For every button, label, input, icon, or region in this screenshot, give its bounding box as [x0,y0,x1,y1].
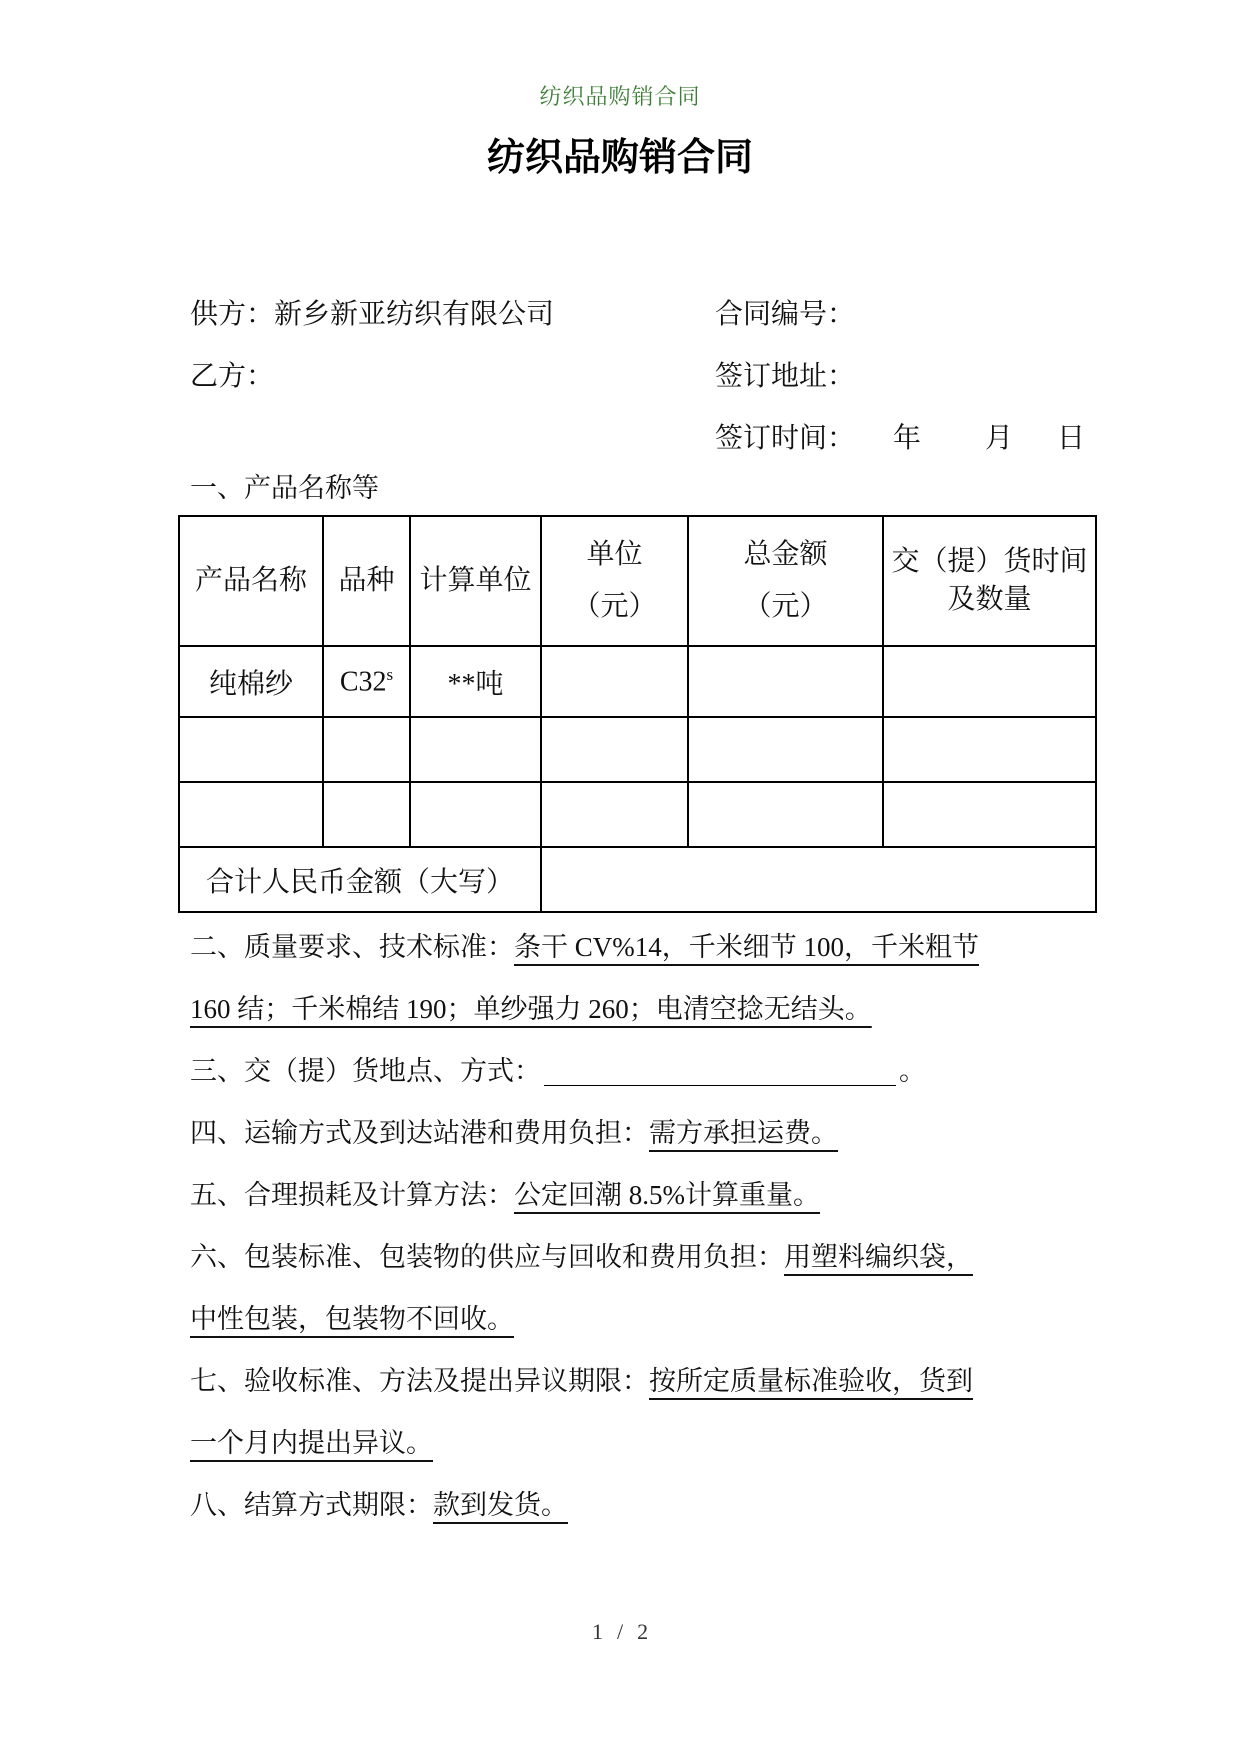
cell-calc-unit [410,782,541,847]
cell-delivery [883,646,1096,717]
page-number-footer [0,1612,1240,1652]
col-header-unit-price: 单位 （元） [541,516,688,646]
cell-calc-unit [410,717,541,782]
clause-8-label: 八、结算方式期限： [190,1490,433,1520]
party-b-label: 乙方： [190,361,275,392]
sign-address-label: 签订地址： [715,361,856,392]
col-header-calc-unit: 计算单位 [410,516,541,646]
table-header-row [179,516,1096,646]
clause-6-value-cont: 中性包装，包装物不回收。 [190,1304,514,1334]
day-label: 日 [1057,423,1086,454]
cell-unit-price [541,782,688,847]
clause-4-value: 需方承担运费。 [649,1118,838,1148]
cell-product-name [179,782,323,847]
cell-variety [323,717,410,782]
clause-5-value: 公定回潮 8.5%计算重量。 [514,1180,820,1210]
col-header-variety: 品种 [323,516,410,646]
table-row-empty-1 [179,717,1096,782]
clause-2-value-cont: 160 结；千米棉结 190；单纱强力 260；电清空捻无结头。 [190,994,872,1024]
cell-calc-unit: **吨 [410,646,541,717]
cell-delivery [883,782,1096,847]
contract-clauses [190,916,1200,1536]
page-separator: / [616,1619,624,1644]
clause-4-line [190,1102,1200,1164]
cell-delivery [883,717,1096,782]
clause-4-label: 四、运输方式及到达站港和费用负担： [190,1118,649,1148]
clause-7-value-cont: 一个月内提出异议。 [190,1428,433,1458]
clause-2-line-1 [190,916,1200,978]
clause-3-period: 。 [899,1056,926,1086]
clause-2-line-2 [190,978,1200,1040]
sum-label: 合计人民币金额（大写） [179,847,541,912]
cell-unit-price [541,717,688,782]
clause-3-line [190,1040,1200,1102]
fill-in-blank [544,1081,896,1086]
cell-total-amount [688,646,883,717]
clause-7-line-1 [190,1350,1200,1412]
variety-superscript: s [386,664,394,684]
page-current: 1 [591,1619,603,1644]
clause-2-label: 二、质量要求、技术标准： [190,932,514,962]
supplier-label: 供方： [190,299,275,330]
contract-no-label: 合同编号： [715,299,856,330]
clause-6-line-1 [190,1226,1200,1288]
cell-total-amount [688,782,883,847]
party-info-block [190,284,1140,470]
table-row-sum [179,847,1096,912]
cell-variety: C32$^s$ [323,646,410,717]
clause-6-label: 六、包装标准、包装物的供应与回收和费用负担： [190,1242,784,1272]
clause-2-value: 条干 CV%14，千米细节 100，千米粗节 [514,932,979,962]
cell-product-name [179,717,323,782]
clause-8-value: 款到发货。 [433,1490,568,1520]
col-header-delivery: 交（提）货时间 及数量 [883,516,1096,646]
clause-7-line-2 [190,1412,1200,1474]
year-label: 年 [893,423,922,454]
clause-7-value: 按所定质量标准验收，货到 [649,1366,973,1396]
clause-8-line [190,1474,1200,1536]
cell-product-name: 纯棉纱 [179,646,323,717]
sign-time-label: 签订时间： [715,423,856,454]
cell-variety [323,782,410,847]
party-row-supplier [190,284,1140,346]
table-row-empty-2 [179,782,1096,847]
running-head-title: 纺织品购销合同 [539,84,701,109]
page-total: 2 [637,1619,649,1644]
cell-total-amount [688,717,883,782]
cell-unit-price [541,646,688,717]
month-label: 月 [985,423,1014,454]
party-row-party-b [190,346,1140,408]
sum-value [541,847,1096,912]
party-row-sign-time [190,408,1140,470]
clause-5-label: 五、合理损耗及计算方法： [190,1180,514,1210]
col-header-product: 产品名称 [179,516,323,646]
clause-7-label: 七、验收标准、方法及提出异议期限： [190,1366,649,1396]
clause-3-label: 三、交（提）货地点、方式： [190,1056,541,1086]
table-row-product-1 [179,646,1096,717]
clause-6-value: 用塑料编织袋， [784,1242,973,1272]
product-table [178,515,1097,913]
clause-6-line-2 [190,1288,1200,1350]
page-title: 纺织品购销合同 [486,137,753,179]
col-header-total-amount: 总金额 （元） [688,516,883,646]
section-1-heading: 一、产品名称等 [190,473,379,503]
clause-5-line [190,1164,1200,1226]
supplier-name: 新乡新亚纺织有限公司 [274,299,555,330]
